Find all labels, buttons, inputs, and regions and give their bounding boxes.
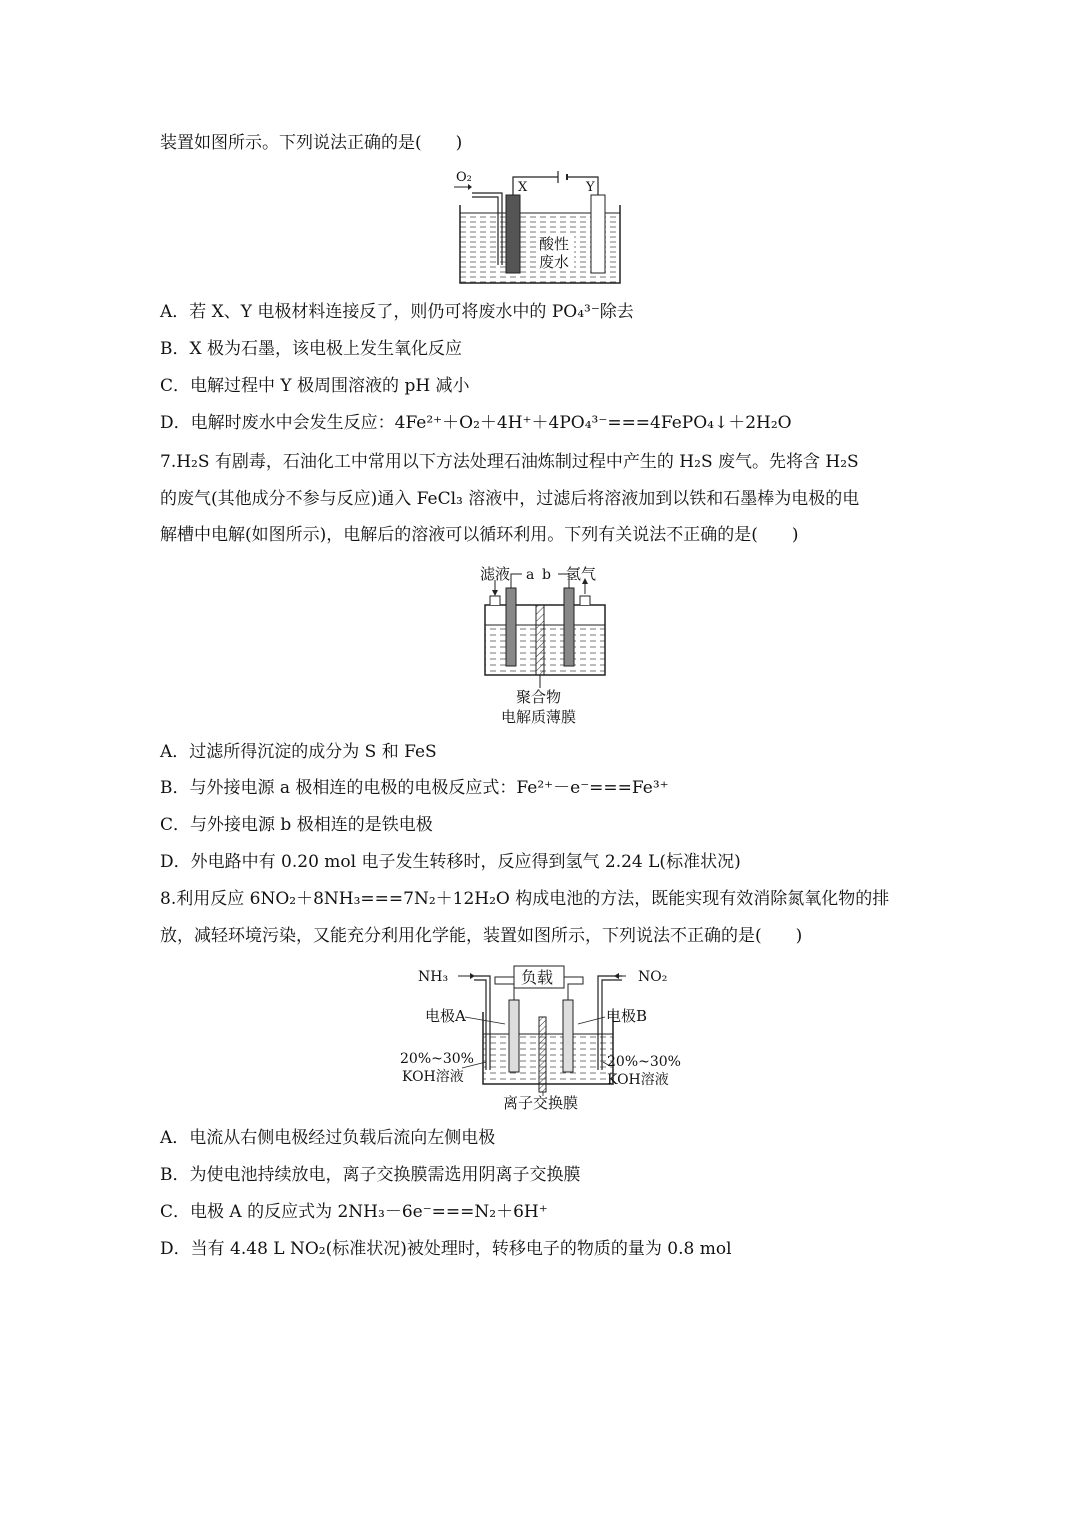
- a-label: a: [526, 567, 535, 583]
- membrane: [536, 605, 544, 675]
- liquid-label-2: 废水: [539, 253, 570, 271]
- electrode-right: [564, 588, 574, 666]
- electrode-b-label: 电极B: [606, 1007, 648, 1025]
- q8-fuel-cell-figure: [400, 962, 690, 1112]
- electrode-a: [509, 1000, 519, 1072]
- b-label: b: [542, 567, 551, 583]
- koh-pct-right: 20%~30%: [607, 1054, 681, 1070]
- nh3-label: NH₃: [418, 969, 449, 985]
- q7-stem-1: 7.H₂S 有剧毒，石油化工中常用以下方法处理石油炼制过程中产生的 H₂S 废气。先将含 H₂S: [160, 452, 859, 472]
- koh-left: KOH溶液: [402, 1069, 464, 1085]
- q8-option-c: C．电极 A 的反应式为 2NH₃－6e⁻===N₂＋6H⁺: [160, 1202, 548, 1222]
- membrane-label: 离子交换膜: [503, 1094, 579, 1112]
- q7-stem-2: 的废气(其他成分不参与反应)通入 FeCl₃ 溶液中，过滤后将溶液加到以铁和石墨棒为电极的电: [160, 489, 860, 509]
- ion-exchange-membrane: [539, 1017, 546, 1092]
- q6-option-b: B．X 极为石墨，该电极上发生氧化反应: [160, 339, 462, 359]
- q6-electrolysis-figure: [450, 165, 630, 290]
- q7-electrolysis-figure: [470, 560, 620, 730]
- liquid-label-1: 酸性: [539, 235, 570, 253]
- q8-option-b: B．为使电池持续放电，离子交换膜需选用阴离子交换膜: [160, 1165, 581, 1185]
- q8-option-d: D．当有 4.48 L NO₂(标准状况)被处理时，转移电子的物质的量为 0.8 mol: [160, 1239, 732, 1259]
- q7-option-c: C．与外接电源 b 极相连的是铁电极: [160, 815, 433, 835]
- q7-option-a: A．过滤所得沉淀的成分为 S 和 FeS: [160, 742, 437, 762]
- membrane-label-2: 电解质薄膜: [501, 708, 577, 726]
- q8-option-a: A．电流从右侧电极经过负载后流向左侧电极: [160, 1128, 496, 1148]
- q6-intro: 装置如图所示。下列说法正确的是( ): [160, 133, 463, 153]
- membrane-label-1: 聚合物: [516, 688, 562, 706]
- electrode-a-label: 电极A: [425, 1007, 466, 1025]
- x-label: X: [518, 180, 528, 195]
- o2-label: O₂: [456, 170, 472, 185]
- filtrate-label: 滤液: [480, 565, 511, 583]
- load-label: 负载: [521, 968, 554, 987]
- q7-option-d: D．外电路中有 0.20 mol 电子发生转移时，反应得到氢气 2.24 L(标准状况): [160, 852, 741, 872]
- electrode-b: [563, 1000, 573, 1072]
- electrode-left: [506, 588, 516, 666]
- y-label: Y: [586, 180, 595, 195]
- koh-pct-left: 20%~30%: [400, 1051, 474, 1067]
- q6-option-a: A．若 X、Y 电极材料连接反了，则仍可将废水中的 PO₄³⁻除去: [160, 302, 634, 322]
- electrode-x: [506, 195, 520, 273]
- q6-option-d: D．电解时废水中会发生反应：4Fe²⁺＋O₂＋4H⁺＋4PO₄³⁻===4FePO₄↓＋2H₂O: [160, 413, 792, 433]
- q6-option-c: C．电解过程中 Y 极周围溶液的 pH 减小: [160, 376, 470, 396]
- q8-stem-1: 8.利用反应 6NO₂＋8NH₃===7N₂＋12H₂O 构成电池的方法，既能实现有效消除氮氧化物的排: [160, 889, 890, 909]
- q7-option-b: B．与外接电源 a 极相连的电极的电极反应式：Fe²⁺－e⁻===Fe³⁺: [160, 778, 669, 798]
- hydrogen-label: 氢气: [566, 565, 597, 583]
- q7-stem-3: 解槽中电解(如图所示)，电解后的溶液可以循环利用。下列有关说法不正确的是( ): [160, 525, 799, 545]
- electrode-y: [591, 195, 605, 273]
- q8-stem-2: 放，减轻环境污染，又能充分利用化学能，装置如图所示，下列说法不正确的是( ): [160, 926, 803, 946]
- no2-label: NO₂: [638, 969, 668, 985]
- koh-right: KOH溶液: [607, 1072, 669, 1088]
